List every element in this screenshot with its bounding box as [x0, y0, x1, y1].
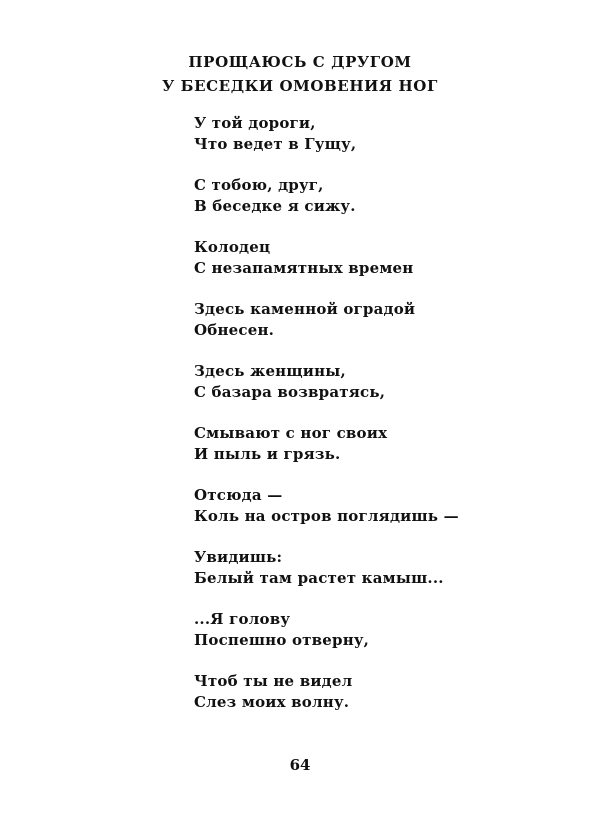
page-number: 64 — [289, 756, 311, 774]
stanza — [194, 299, 534, 341]
poem-line: Чтоб ты не видел — [194, 672, 353, 690]
poem-title-line-2: У БЕСЕДКИ ОМОВЕНИЯ НОГ — [162, 77, 438, 95]
stanza — [194, 237, 534, 279]
poem-line: Здесь каменной оградой — [194, 300, 416, 318]
poem-line: Смывают с ног своих — [194, 424, 388, 442]
poem-line: С незапамятных времен — [194, 259, 414, 277]
stanza — [194, 671, 534, 713]
poem-line: Поспешно отверну, — [194, 631, 370, 649]
poem-line: Коль на остров поглядишь — — [194, 507, 459, 525]
stanza — [194, 113, 534, 155]
poem-line: Слез моих волну. — [194, 693, 350, 711]
stanza — [194, 547, 534, 589]
poem-line: С базара возвратясь, — [194, 383, 386, 401]
poem-line: В беседке я сижу. — [194, 197, 356, 215]
stanza — [194, 175, 534, 217]
poem-line: Что ведет в Гущу, — [194, 135, 357, 153]
poem-line: Здесь женщины, — [194, 362, 346, 380]
poem-line: Колодец — [194, 238, 271, 256]
poem-line: Отсюда — — [194, 486, 283, 504]
stanza — [194, 423, 534, 465]
stanza — [194, 609, 534, 651]
poem-body — [194, 113, 534, 733]
poem-line: С тобою, друг, — [194, 176, 324, 194]
poem-line: Обнесен. — [194, 321, 275, 339]
poem-line: Увидишь: — [194, 548, 283, 566]
poem-line: Белый там растет камыш... — [194, 569, 444, 587]
stanza — [194, 485, 534, 527]
poem-title-line-1: ПРОЩАЮСЬ С ДРУГОМ — [188, 53, 412, 71]
poem-line: У той дороги, — [194, 114, 316, 132]
poem-title — [0, 50, 600, 98]
poem-line: И пыль и грязь. — [194, 445, 341, 463]
poem-line: ...Я голову — [194, 610, 291, 628]
stanza — [194, 361, 534, 403]
